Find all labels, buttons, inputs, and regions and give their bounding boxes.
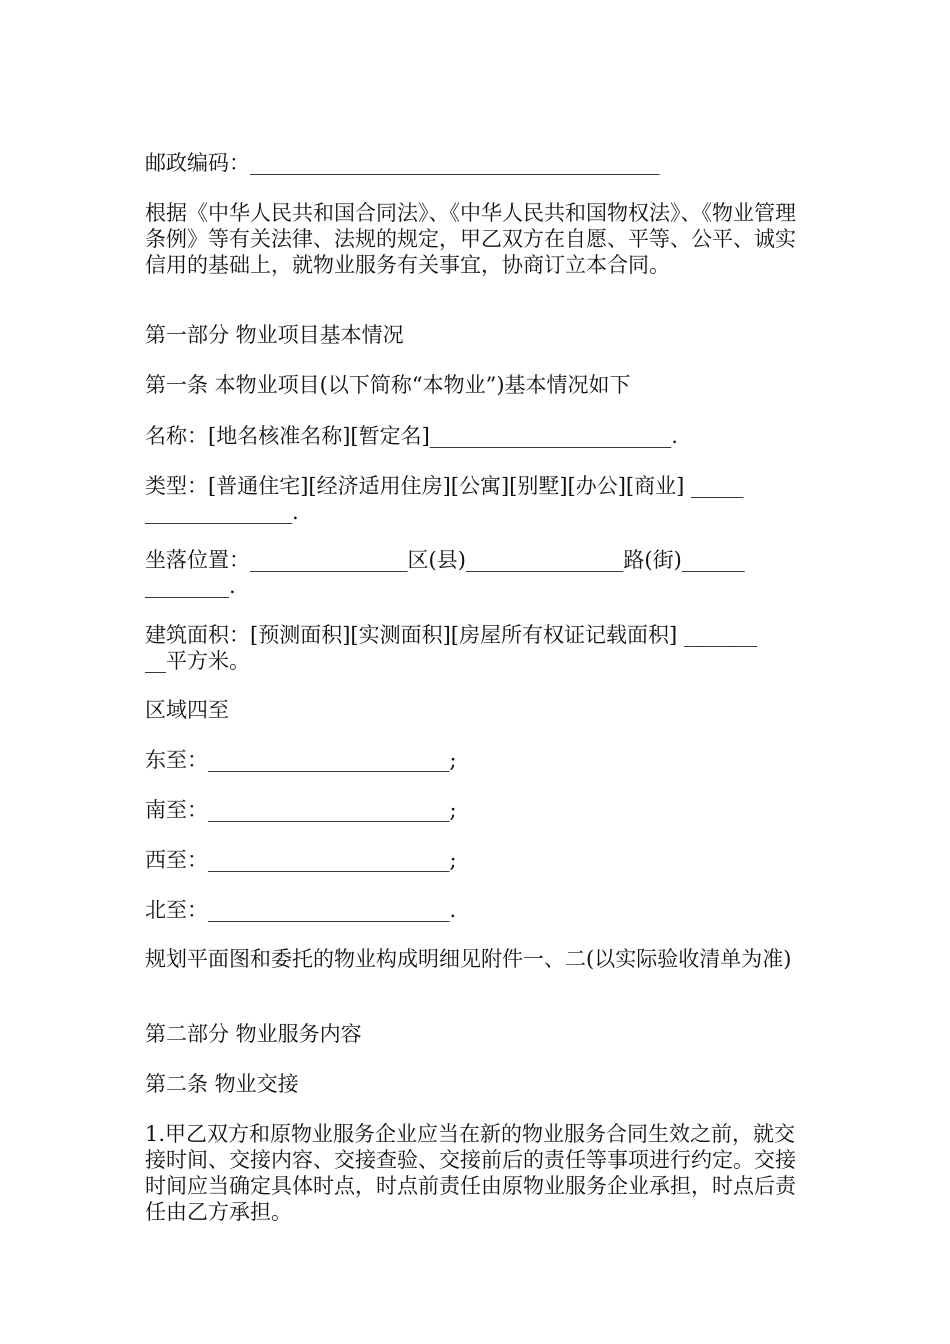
boundary-west-line: 西至：_______________________; <box>145 848 457 872</box>
building-area-line: 建筑面积：[预测面积][实测面积][房屋所有权证记载面积] _______ __平方米。 <box>145 623 758 673</box>
handover-clause-1: 1.甲乙双方和原物业服务企业应当在新的物业服务合同生效之前，就交接时间、交接内容、交接查验、交接前后的责任等事项进行约定。交接时间应当确定具体时点，时点前责任由原物业服务企业承担，时点后责任由乙方承担。 <box>145 1122 796 1224</box>
contract-preamble: 根据《中华人民共和国合同法》、《中华人民共和国物权法》、《物业管理条例》等有关法律、法规的规定，甲乙双方在自愿、平等、公平、诚实信用的基础上，就物业服务有关事宜，协商订立本合同。 <box>145 201 796 277</box>
property-location-line: 坐落位置：_______________区(县)_______________路(街)______ ________. <box>145 548 745 598</box>
postal-code-line: 邮政编码：_______________________________________ <box>145 151 660 175</box>
article-two-heading: 第二条 物业交接 <box>145 1072 299 1096</box>
article-one-heading: 第一条 本物业项目(以下简称“本物业”)基本情况如下 <box>145 373 631 397</box>
section-heading-part-one: 第一部分 物业项目基本情况 <box>145 323 404 347</box>
property-type-line: 类型：[普通住宅][经济适用住房][公寓][别墅][办公][商业] _____ ______________. <box>145 474 744 524</box>
plan-attachment-note: 规划平面图和委托的物业构成明细见附件一、二(以实际验收清单为准) <box>145 947 792 971</box>
section-heading-part-two: 第二部分 物业服务内容 <box>145 1022 362 1046</box>
boundary-north-line: 北至：_______________________. <box>145 898 457 922</box>
property-name-line: 名称：[地名核准名称][暂定名]_______________________. <box>145 424 678 448</box>
boundary-east-line: 东至：_______________________; <box>145 748 457 772</box>
boundary-south-line: 南至：_______________________; <box>145 798 457 822</box>
boundaries-heading: 区域四至 <box>145 698 229 722</box>
